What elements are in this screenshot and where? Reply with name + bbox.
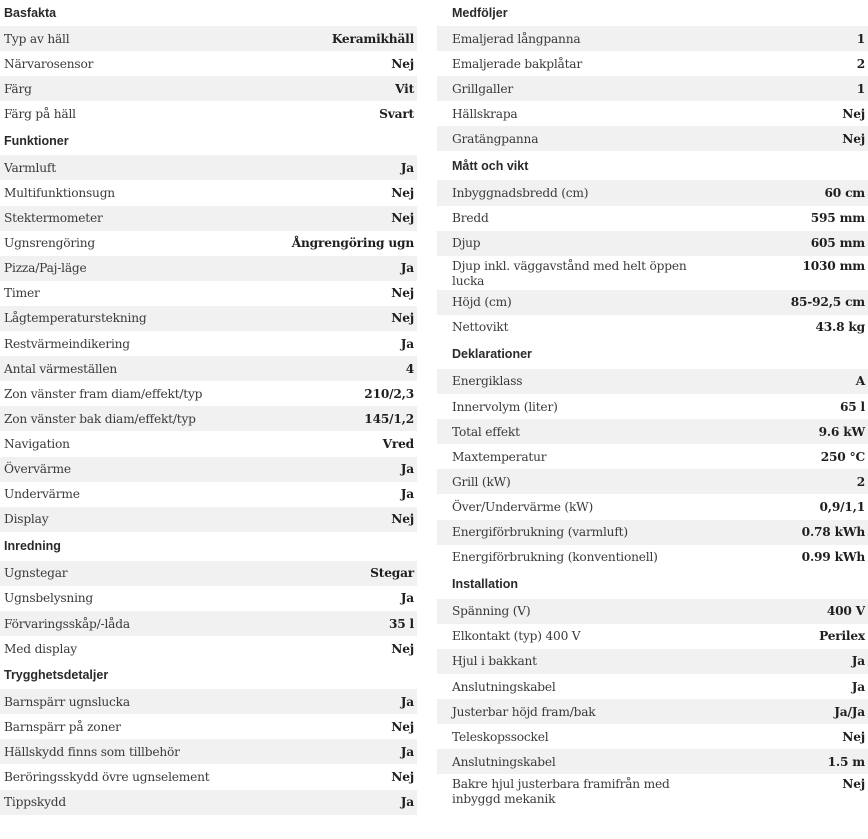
spec-value: 1030 mm (802, 258, 865, 273)
spec-row (437, 76, 868, 101)
section-title-installation: Installation (452, 577, 518, 592)
spec-label: Med display (4, 641, 77, 656)
spec-label: Undervärme (4, 487, 80, 502)
section-title-deklarationer: Deklarationer (452, 347, 532, 362)
spec-row (0, 406, 417, 431)
spec-label: Förvaringsskåp/-låda (4, 616, 130, 631)
spec-value: Nej (391, 512, 414, 527)
spec-label: Grill (kW) (452, 474, 511, 489)
spec-label: Spänning (V) (452, 604, 531, 619)
spec-label: Total effekt (452, 424, 520, 439)
spec-label: Zon vänster fram diam/effekt/typ (4, 386, 203, 401)
spec-row (0, 507, 417, 532)
spec-label: Ugnsrengöring (4, 236, 95, 251)
spec-label: Stektermometer (4, 211, 103, 226)
spec-row (0, 306, 417, 331)
spec-value: 0.78 kWh (801, 525, 865, 540)
spec-row (0, 586, 417, 611)
spec-value: Vit (395, 81, 414, 96)
spec-label: Maxtemperatur (452, 449, 547, 464)
spec-label: Energiförbrukning (varmluft) (452, 525, 628, 540)
spec-value: Ångrengöring ugn (291, 236, 414, 251)
spec-value: 605 mm (810, 236, 865, 251)
spec-row (437, 724, 868, 749)
spec-label: Pizza/Paj-läge (4, 261, 87, 276)
spec-row (0, 381, 417, 406)
right-column (437, 0, 868, 808)
spec-value: 145/1,2 (364, 411, 414, 426)
section-title-basfakta: Basfakta (4, 6, 57, 20)
section-title-matt-och-vikt: Mått och vikt (452, 158, 529, 173)
spec-value: Nej (842, 777, 865, 792)
spec-row (0, 356, 417, 381)
spec-label: Färg (4, 81, 32, 96)
spec-value: 210/2,3 (364, 386, 414, 401)
spec-label: Zon vänster bak diam/effekt/typ (4, 411, 196, 426)
spec-value: Vred (382, 436, 414, 451)
spec-row (437, 369, 868, 394)
spec-label: Restvärmeindikering (4, 336, 130, 351)
spec-value: 4 (405, 361, 414, 376)
spec-label: Ugnsbelysning (4, 591, 94, 606)
spec-value: 1 (856, 31, 865, 46)
spec-label: Anslutningskabel (452, 754, 556, 769)
spec-label: Typ av häll (4, 31, 70, 46)
spec-value: Ja (400, 462, 414, 477)
spec-row (0, 636, 417, 661)
spec-row (0, 561, 417, 586)
spec-label: Timer (4, 286, 40, 301)
spec-value: 60 cm (824, 186, 865, 201)
spec-row (437, 774, 868, 808)
spec-value: Nej (391, 719, 414, 734)
spec-label: Antal värmeställen (4, 361, 118, 376)
spec-row (437, 290, 868, 315)
spec-label: Anslutningskabel (452, 679, 556, 694)
spec-value: Nej (391, 211, 414, 226)
spec-row (0, 482, 417, 507)
spec-row (437, 469, 868, 494)
spec-value: Ja (400, 591, 414, 606)
spec-row (0, 26, 417, 51)
spec-row (437, 624, 868, 649)
spec-row (437, 444, 868, 469)
spec-row (0, 206, 417, 231)
spec-row (437, 419, 868, 444)
spec-value: 43.8 kg (815, 320, 865, 335)
spec-label: Energiförbrukning (konventionell) (452, 550, 658, 565)
spec-value: Perilex (819, 629, 865, 644)
spec-row (437, 231, 868, 256)
spec-row (437, 126, 868, 151)
spec-label: Färg på häll (4, 106, 76, 121)
spec-value: 9.6 kW (818, 424, 865, 439)
spec-value: Nej (842, 131, 865, 146)
spec-row (0, 180, 417, 205)
spec-value: 1 (856, 81, 865, 96)
spec-value: 85-92,5 cm (790, 295, 865, 310)
spec-row (0, 739, 417, 764)
spec-label: Gratängpanna (452, 131, 539, 146)
spec-label: Övervärme (4, 462, 71, 477)
spec-label: Djup inkl. väggavstånd med helt öppen lucka (452, 258, 687, 288)
spec-label: Inbyggnadsbredd (cm) (452, 186, 589, 201)
spec-row (437, 599, 868, 624)
left-column (0, 0, 417, 815)
spec-value: 2 (856, 474, 865, 489)
spec-value: 400 V (826, 604, 865, 619)
spec-label: Ugnstegar (4, 566, 68, 581)
spec-label: Elkontakt (typ) 400 V (452, 629, 581, 644)
spec-value: Keramikhäll (331, 31, 414, 46)
spec-label: Nettovikt (452, 320, 509, 335)
spec-row (0, 457, 417, 482)
spec-label: Hällskydd finns som tillbehör (4, 744, 180, 759)
spec-value: Ja (400, 744, 414, 759)
spec-value: Nej (842, 729, 865, 744)
spec-value: 1.5 m (827, 754, 865, 769)
spec-row (0, 431, 417, 456)
spec-value: Nej (391, 56, 414, 71)
spec-label: Justerbar höjd fram/bak (452, 704, 596, 719)
spec-row (437, 674, 868, 699)
spec-row (0, 51, 417, 76)
section-title-funktioner: Funktioner (4, 133, 69, 148)
spec-label: Tippskydd (4, 795, 66, 810)
spec-label: Teleskopssockel (452, 729, 549, 744)
spec-value: 35 l (388, 616, 414, 631)
spec-label: Närvarosensor (4, 56, 94, 71)
spec-row (437, 394, 868, 419)
spec-row (437, 51, 868, 76)
spec-row (437, 26, 868, 51)
spec-row (0, 331, 417, 356)
spec-label: Barnspärr ugnslucka (4, 694, 130, 709)
spec-value: 595 mm (810, 211, 865, 226)
spec-row (0, 714, 417, 739)
spec-value: 250 °C (820, 449, 865, 464)
spec-row (437, 101, 868, 126)
spec-value: Stegar (370, 566, 414, 581)
spec-row (437, 180, 868, 205)
spec-value: 2 (856, 56, 865, 71)
spec-label: Över/Undervärme (kW) (452, 499, 594, 514)
spec-value: Nej (391, 311, 414, 326)
spec-label: Lågtemperaturstekning (4, 311, 147, 326)
spec-value: Ja (400, 795, 414, 810)
spec-row (437, 315, 868, 340)
section-title-trygghetsdetaljer: Trygghetsdetaljer (4, 668, 109, 683)
spec-label: Barnspärr på zoner (4, 719, 121, 734)
spec-row (437, 520, 868, 545)
spec-label: Hjul i bakkant (452, 654, 537, 669)
spec-row (0, 790, 417, 815)
spec-value: 65 l (839, 399, 865, 414)
spec-row (0, 76, 417, 101)
spec-label: Varmluft (4, 160, 56, 175)
spec-value: Nej (391, 769, 414, 784)
spec-label: Emaljerad långpanna (452, 31, 581, 46)
spec-row (0, 764, 417, 789)
spec-value: Ja (400, 336, 414, 351)
spec-value: Ja/Ja (834, 704, 865, 719)
spec-label: Grillgaller (452, 81, 513, 96)
spec-row (0, 101, 417, 126)
spec-row (437, 649, 868, 674)
spec-label: Hällskrapa (452, 106, 518, 121)
spec-label: Beröringsskydd övre ugnselement (4, 769, 210, 784)
spec-row (437, 749, 868, 774)
spec-label: Bakre hjul justerbara framifrån med inbyggd mekanik (452, 777, 670, 807)
spec-value: 0.99 kWh (801, 550, 865, 565)
spec-value: Nej (842, 106, 865, 121)
spec-label: Energiklass (452, 374, 523, 389)
spec-label: Höjd (cm) (452, 295, 512, 310)
spec-value: Ja (851, 654, 865, 669)
spec-row (0, 256, 417, 281)
spec-row (0, 689, 417, 714)
spec-value: Svart (379, 106, 414, 121)
spec-value: Ja (400, 160, 414, 175)
spec-row (0, 281, 417, 306)
spec-row (0, 231, 417, 256)
spec-label: Bredd (452, 211, 489, 226)
spec-value: Nej (391, 641, 414, 656)
spec-row (437, 545, 868, 570)
spec-value: A (855, 374, 865, 389)
spec-row (437, 256, 868, 290)
spec-label: Emaljerade bakplåtar (452, 56, 582, 71)
spec-value: Ja (851, 679, 865, 694)
spec-value: Ja (400, 487, 414, 502)
spec-label: Navigation (4, 436, 70, 451)
section-title-medfoljer: Medföljer (452, 6, 508, 20)
spec-row (0, 611, 417, 636)
spec-label: Innervolym (liter) (452, 399, 558, 414)
spec-label: Display (4, 512, 49, 527)
spec-row (437, 206, 868, 231)
spec-row (0, 155, 417, 180)
spec-value: Ja (400, 261, 414, 276)
spec-value: Nej (391, 286, 414, 301)
spec-value: Ja (400, 694, 414, 709)
spec-label: Multifunktionsugn (4, 186, 115, 201)
spec-label: Djup (452, 236, 481, 251)
spec-row (437, 699, 868, 724)
spec-row (437, 494, 868, 519)
spec-value: 0,9/1,1 (819, 499, 865, 514)
section-title-inredning: Inredning (4, 539, 61, 554)
spec-value: Nej (391, 186, 414, 201)
